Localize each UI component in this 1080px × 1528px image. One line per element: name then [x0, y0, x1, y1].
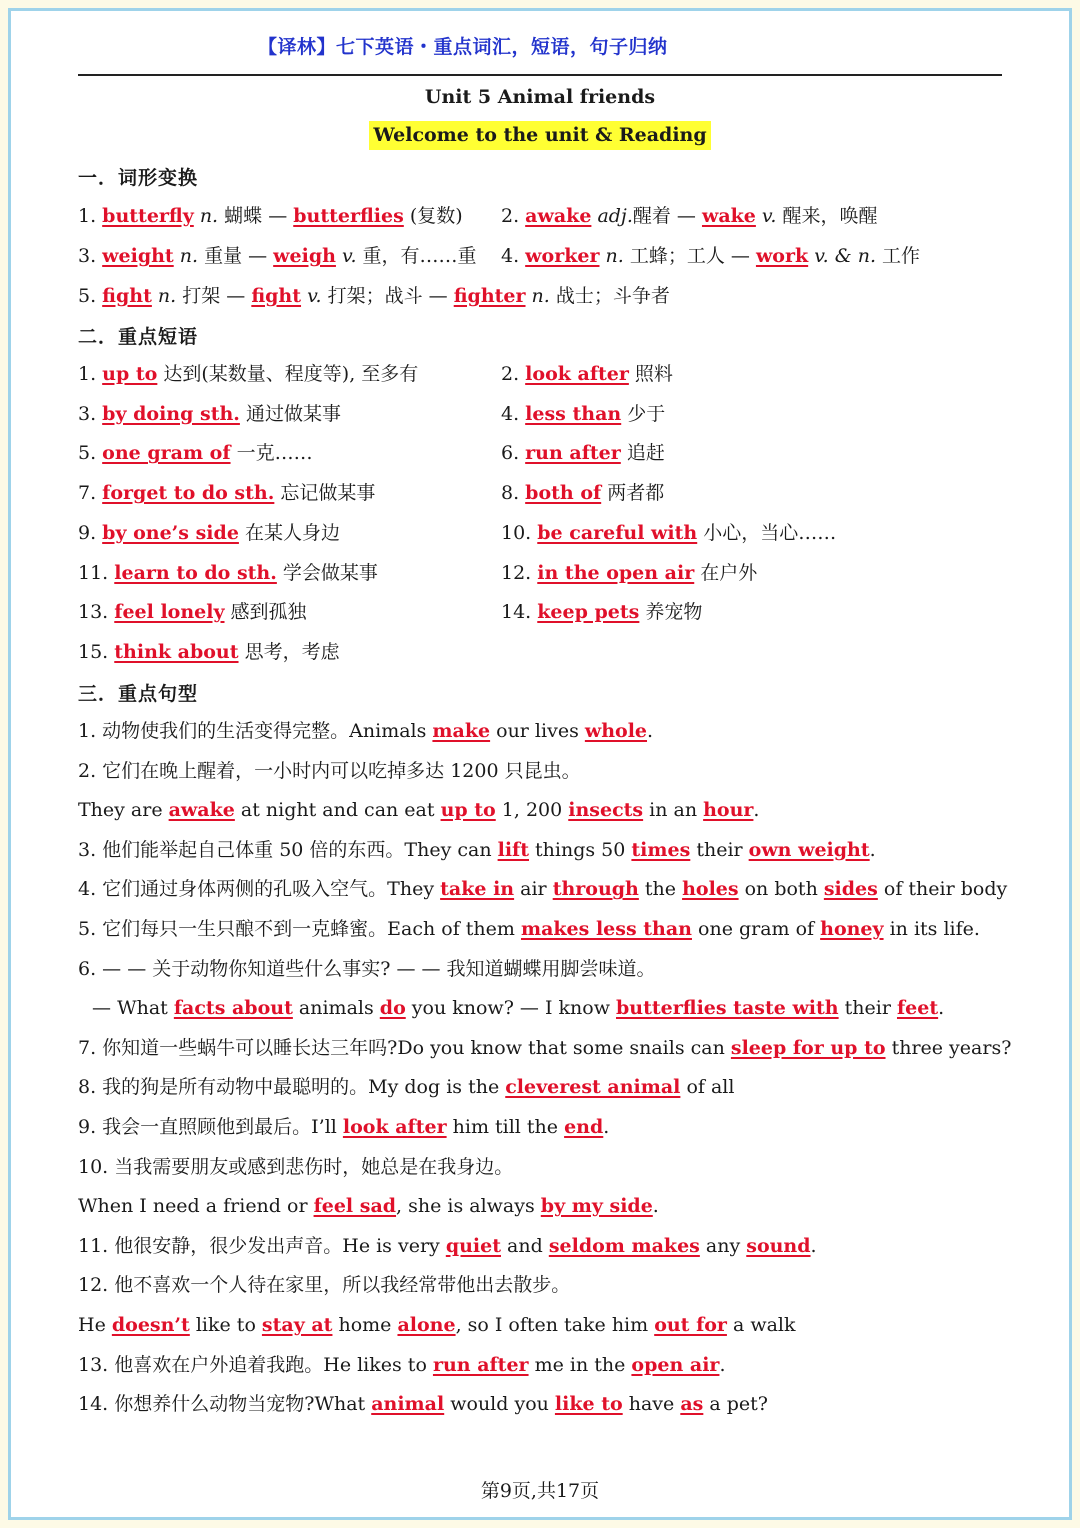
answer-text: feel sad — [313, 1195, 397, 1218]
row-text: 4. — [501, 245, 526, 267]
answer-text: fighter — [453, 285, 526, 307]
sentence-line — [78, 1075, 734, 1099]
row-text: like to — [189, 1314, 262, 1336]
row-text: 醒着 — — [632, 205, 702, 227]
row-text: their — [838, 997, 897, 1020]
row-text: 在户外 — [694, 561, 758, 584]
phrase-item — [501, 362, 673, 386]
row-text: . — [652, 1195, 659, 1218]
sentence-line — [78, 917, 980, 941]
answer-text: by one’s side — [102, 521, 239, 544]
sentences-heading: 三．重点句型 — [78, 683, 199, 705]
row-text: any — [699, 1234, 747, 1257]
answer-text: open air — [631, 1353, 720, 1376]
answer-text: own weight — [748, 838, 870, 861]
answer-text: sound — [746, 1234, 811, 1257]
row-text: When I need a friend or — [78, 1195, 314, 1218]
row-text: 工蜂；工人 — — [623, 245, 756, 267]
answer-text: whole — [584, 720, 648, 742]
answer-text: holes — [682, 878, 739, 901]
row-text: 养宠物 — [639, 601, 703, 624]
row-text: 小心，当心…… — [697, 521, 837, 544]
answer-text: seldom makes — [548, 1234, 700, 1257]
answer-text: run after — [432, 1353, 529, 1376]
answer-text: doesn’t — [111, 1314, 190, 1336]
row-text: 追赶 — [620, 442, 665, 465]
row-text: 少于 — [621, 402, 666, 425]
row-text: 6. — — 关于动物你知道些什么事实? — — 我知道蝴蝶用脚尝味道。 — [78, 957, 656, 980]
answer-text: makes less than — [520, 918, 692, 940]
row-text: 1, 200 — [495, 799, 569, 822]
answer-text: facts about — [173, 997, 293, 1020]
phrase-item — [78, 600, 307, 624]
phrase-item — [78, 402, 341, 426]
row-text: 8. — [501, 482, 526, 505]
answer-text: butterflies — [293, 205, 404, 227]
sentence-line — [78, 719, 653, 743]
row-text: and — [501, 1234, 549, 1257]
row-text: 6. — [501, 442, 526, 465]
phrase-item — [501, 441, 665, 465]
sentence-line — [78, 957, 656, 981]
answer-text: weigh — [273, 245, 336, 267]
row-text: 重，有……重 — [356, 245, 477, 267]
answer-text: weight — [102, 245, 174, 267]
phrase-item — [78, 640, 340, 664]
row-text: have — [622, 1393, 681, 1416]
answer-text: honey — [820, 918, 884, 940]
answer-text: insects — [568, 799, 644, 822]
phrases-heading: 二．重点短语 — [78, 326, 199, 348]
row-text: 1. 动物使我们的生活变得完整。Animals — [78, 720, 433, 742]
row-text: . — [719, 1353, 726, 1376]
row-text: 8. 我的狗是所有动物中最聪明的。My dog is the — [78, 1076, 506, 1099]
sentence-line — [78, 1273, 570, 1297]
row-text: 学会做某事 — [276, 561, 378, 584]
row-text: of all — [680, 1076, 735, 1099]
row-text: 2. — [501, 205, 526, 227]
phrase-item — [501, 521, 836, 545]
sentence-line — [78, 1036, 1011, 1060]
row-text: 5. — [78, 442, 103, 465]
part-of-speech: n. — [525, 285, 550, 307]
row-text: 12. 他不喜欢一个人待在家里，所以我经常带他出去散步。 — [78, 1274, 571, 1297]
answer-text: feel lonely — [114, 601, 225, 624]
sentence-line — [78, 1155, 513, 1179]
part-of-speech: v. — [755, 205, 777, 227]
answer-text: by doing sth. — [102, 402, 240, 425]
row-text: , she is always — [396, 1195, 541, 1218]
row-text: . — [603, 1116, 610, 1138]
row-text: 思考，考虑 — [238, 640, 340, 663]
answer-text: both of — [525, 482, 602, 505]
row-text: their — [690, 838, 749, 861]
row-text: (复数) — [403, 205, 463, 227]
part-of-speech: v. — [335, 245, 357, 267]
phrase-item — [501, 600, 702, 624]
row-text: three years? — [885, 1036, 1012, 1059]
row-text: — What — [86, 997, 174, 1020]
row-text: 蝴蝶 — — [218, 205, 294, 227]
answer-text: wake — [701, 205, 756, 227]
phrase-item — [501, 402, 665, 426]
row-text: 2. 它们在晚上醒着，一小时内可以吃掉多达 1200 只昆虫。 — [78, 759, 581, 782]
answer-text: fight — [102, 285, 152, 307]
document-header — [78, 30, 1002, 76]
row-text: 9. — [78, 521, 103, 544]
row-text: 7. 你知道一些蜗牛可以睡长达三年吗?Do you know that some snails can — [78, 1036, 731, 1059]
row-text: 打架；战斗 — — [321, 285, 454, 307]
row-text: 忘记做某事 — [274, 482, 376, 505]
answer-text: in the open air — [537, 561, 695, 584]
answer-text: times — [631, 838, 691, 861]
answer-text: as — [680, 1393, 704, 1416]
answer-text: feet — [896, 997, 939, 1020]
row-text: 13. 他喜欢在户外追着我跑。He likes to — [78, 1353, 433, 1376]
vocab-item — [501, 204, 878, 228]
row-text: They are — [78, 799, 169, 822]
answer-text: work — [755, 245, 809, 267]
phrase-item — [78, 561, 378, 585]
row-text: 15. — [78, 640, 115, 663]
answer-text: look after — [525, 363, 629, 385]
row-text: 2. — [501, 363, 526, 385]
row-text: a pet? — [703, 1393, 768, 1416]
page-number: 第9页,共17页 — [480, 1480, 600, 1502]
phrase-item — [78, 521, 340, 545]
vocab-heading: 一．词形变换 — [78, 167, 199, 189]
answer-text: butterflies taste with — [616, 997, 839, 1020]
row-text: 3. 他们能举起自己体重 50 倍的东西。They can — [78, 838, 498, 861]
answer-text: lift — [497, 838, 529, 861]
sentence-line — [78, 1194, 659, 1218]
row-text: me in the — [528, 1353, 632, 1376]
answer-text: sides — [823, 878, 878, 901]
answer-text: cleverest animal — [505, 1076, 681, 1099]
answer-text: awake — [168, 799, 235, 822]
row-text: 3. — [78, 402, 103, 425]
answer-text: less than — [525, 402, 622, 425]
answer-text: like to — [554, 1393, 623, 1416]
answer-text: worker — [525, 245, 600, 267]
row-text: 4. — [501, 402, 526, 425]
row-text: one gram of — [691, 918, 821, 940]
part-of-speech: v. — [301, 285, 322, 307]
answer-text: alone — [397, 1314, 456, 1336]
row-text: 打架 — — [176, 285, 252, 307]
part-of-speech: n. — [193, 205, 219, 227]
row-text: 9. 我会一直照顾他到最后。I’ll — [78, 1116, 343, 1138]
answer-text: run after — [525, 442, 621, 465]
row-text: air — [514, 878, 553, 901]
answer-text: be careful with — [537, 521, 698, 544]
row-text: 1. — [78, 205, 103, 227]
row-text: animals — [292, 997, 380, 1020]
row-text: in an — [643, 799, 704, 822]
answer-text: fight — [251, 285, 302, 307]
row-text: 在某人身边 — [238, 521, 340, 544]
row-text: 10. 当我需要朋友或感到悲伤时，她总是在我身边。 — [78, 1155, 514, 1178]
row-text: 照料 — [628, 363, 673, 385]
row-text: the — [638, 878, 683, 901]
row-text: 两者都 — [601, 482, 665, 505]
answer-text: out for — [654, 1314, 727, 1336]
vocab-item — [78, 204, 463, 228]
answer-text: butterfly — [102, 205, 194, 227]
answer-text: end — [564, 1116, 604, 1138]
row-text: 5. — [78, 285, 103, 307]
section-title-highlighted: Welcome to the unit & Reading — [369, 121, 710, 150]
row-text: 5. 它们每只一生只酿不到一克蜂蜜。Each of them — [78, 918, 521, 940]
answer-text: up to — [440, 799, 496, 822]
row-text: our lives — [490, 720, 585, 742]
answer-text: hour — [703, 799, 754, 822]
answer-text: look after — [342, 1116, 447, 1138]
answer-text: think about — [114, 640, 239, 663]
row-text: . — [753, 799, 760, 822]
row-text: 一克…… — [230, 442, 313, 465]
row-text: in its life. — [883, 918, 980, 940]
sentence-line — [78, 798, 759, 822]
sentence-line — [86, 996, 944, 1020]
row-text: 重量 — — [198, 245, 274, 267]
vocab-item — [78, 244, 477, 268]
sentence-line — [78, 877, 1007, 901]
row-text: 13. — [78, 601, 115, 624]
row-text: on both — [738, 878, 824, 901]
row-text: home — [332, 1314, 398, 1336]
part-of-speech: n. — [151, 285, 177, 307]
answer-text: forget to do sth. — [102, 482, 275, 505]
answer-text: awake — [525, 205, 592, 227]
row-text: things 50 — [529, 838, 632, 861]
row-text: 12. — [501, 561, 538, 584]
answer-text: animal — [371, 1393, 445, 1416]
sentence-line — [78, 1115, 609, 1139]
answer-text: sleep for up to — [730, 1036, 886, 1059]
row-text: 14. 你想养什么动物当宠物?What — [78, 1393, 372, 1416]
answer-text: take in — [440, 878, 515, 901]
answer-text: make — [432, 720, 491, 742]
row-text: 醒来，唤醒 — [776, 205, 878, 227]
row-text: would you — [444, 1393, 555, 1416]
phrase-item — [78, 481, 375, 505]
answer-text: do — [379, 997, 406, 1020]
sentence-line — [78, 1234, 817, 1258]
row-text: a walk — [726, 1314, 796, 1336]
row-text: 14. — [501, 601, 538, 624]
unit-title: Unit 5 Animal friends — [424, 86, 656, 108]
answer-text: quiet — [445, 1234, 501, 1257]
row-text: . — [647, 720, 654, 742]
row-text: at night and can eat — [234, 799, 441, 822]
row-text: . — [938, 997, 945, 1020]
answer-text: one gram of — [102, 442, 231, 465]
row-text: 7. — [78, 482, 103, 505]
answer-text: by my side — [540, 1195, 653, 1218]
phrase-item — [501, 481, 664, 505]
sentence-line — [78, 1353, 725, 1377]
sentence-line — [78, 759, 581, 783]
header-title: 【译林】七下英语・重点词汇，短语，句子归纳 — [258, 36, 668, 58]
row-text: 11. — [78, 561, 115, 584]
vocab-item — [501, 244, 920, 268]
vocab-item — [78, 284, 670, 308]
row-text: 4. 它们通过身体两侧的孔吸入空气。They — [78, 878, 441, 901]
part-of-speech: adj. — [591, 205, 633, 227]
sentence-line — [78, 1313, 796, 1337]
answer-text: stay at — [261, 1314, 333, 1336]
row-text: 感到孤独 — [224, 601, 307, 624]
answer-text: through — [552, 878, 639, 901]
phrase-item — [78, 362, 418, 386]
phrase-item — [501, 561, 757, 585]
phrase-item — [78, 441, 313, 465]
row-text: 11. 他很安静，很少发出声音。He is very — [78, 1234, 446, 1257]
row-text: 通过做某事 — [239, 402, 341, 425]
part-of-speech: n. — [173, 245, 199, 267]
row-text: 10. — [501, 521, 538, 544]
row-text: , so I often take him — [455, 1314, 655, 1336]
row-text: 达到(某数量、程度等), 至多有 — [157, 363, 419, 385]
row-text: 战士；斗争者 — [549, 285, 670, 307]
sentence-line — [78, 1392, 768, 1416]
row-text: He — [78, 1314, 112, 1336]
part-of-speech: n. — [599, 245, 624, 267]
row-text: . — [810, 1234, 817, 1257]
row-text: of their body — [877, 878, 1008, 901]
row-text: you know? — I know — [405, 997, 616, 1020]
row-text: him till the — [446, 1116, 565, 1138]
row-text: 工作 — [875, 245, 921, 267]
answer-text: keep pets — [537, 601, 640, 624]
row-text: 3. — [78, 245, 103, 267]
row-text: 1. — [78, 363, 103, 385]
answer-text: up to — [102, 363, 158, 385]
part-of-speech: v. & n. — [808, 245, 876, 267]
answer-text: learn to do sth. — [114, 561, 277, 584]
sentence-line — [78, 838, 876, 862]
row-text: . — [869, 838, 876, 861]
